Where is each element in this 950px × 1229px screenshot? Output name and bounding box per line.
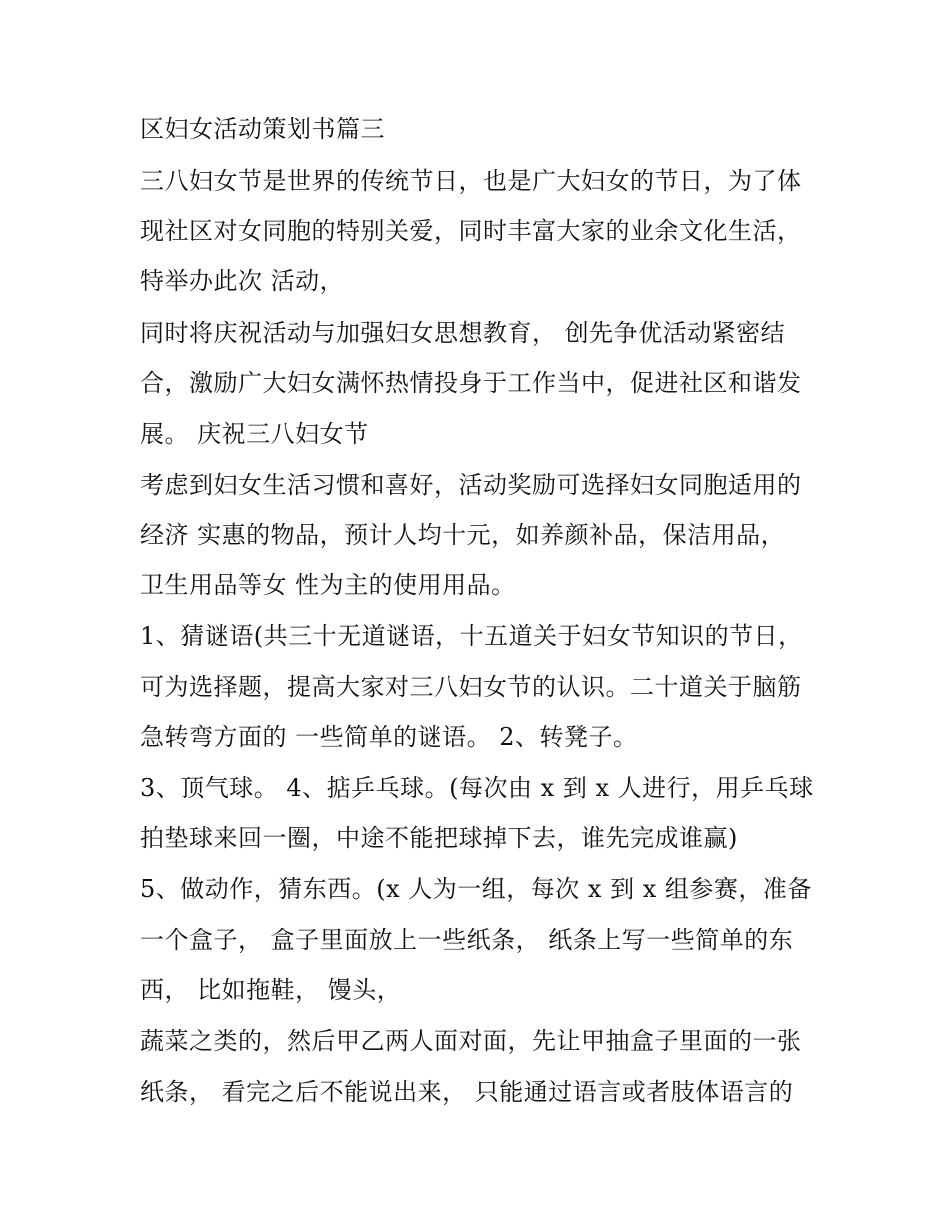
text-line: 经济 实惠的物品，预计人均十元，如养颜补品，保洁用品， bbox=[140, 521, 786, 549]
text-line: 现社区对女同胞的特别关爱，同时丰富大家的业余文化生活， bbox=[140, 217, 802, 245]
text-line: 纸条， 看完之后不能说出来， 只能通过语言或者肢体语言的 bbox=[140, 1078, 794, 1106]
text-line: 合，激励广大妇女满怀热情投身于工作当中，促进社区和谐发 bbox=[140, 369, 802, 397]
text-line: 5、做动作，猜东西。(x 人为一组，每次 x 到 x 组参赛，准备 bbox=[140, 875, 812, 903]
text-line: 拍垫球来回一圈，中途不能把球掉下去，谁先完成谁赢) bbox=[140, 824, 738, 852]
text-line: 三八妇女节是世界的传统节日，也是广大妇女的节日，为了体 bbox=[140, 167, 802, 195]
text-line: 一个盒子， 盒子里面放上一些纸条， 纸条上写一些简单的东 bbox=[140, 926, 794, 954]
text-line: 卫生用品等女 性为主的使用用品。 bbox=[140, 571, 516, 599]
text-line: 同时将庆祝活动与加强妇女思想教育， 创先争优活动紧密结 bbox=[140, 319, 786, 347]
text-line: 1、猜谜语(共三十无道谜语，十五道关于妇女节知识的节日， bbox=[140, 622, 803, 650]
text-line: 可为选择题，提高大家对三八妇女节的认识。二十道关于脑筋 bbox=[140, 673, 802, 701]
text-line: 急转弯方面的 一些简单的谜语。 2、转凳子。 bbox=[140, 723, 638, 751]
text-line: 蔬菜之类的，然后甲乙两人面对面，先让甲抽盒子里面的一张 bbox=[140, 1027, 802, 1055]
text-line: 3、顶气球。 4、掂乒乓球。(每次由 x 到 x 人进行，用乒乓球 bbox=[140, 774, 814, 802]
text-line: 西， 比如拖鞋， 馒头， bbox=[140, 976, 402, 1004]
document-title: 区妇女活动策划书篇三 bbox=[140, 115, 385, 143]
text-line: 展。 庆祝三八妇女节 bbox=[140, 420, 369, 448]
text-line: 考虑到妇女生活习惯和喜好，活动奖励可选择妇女同胞适用的 bbox=[140, 471, 802, 499]
text-line: 特举办此次 活动， bbox=[140, 267, 345, 295]
